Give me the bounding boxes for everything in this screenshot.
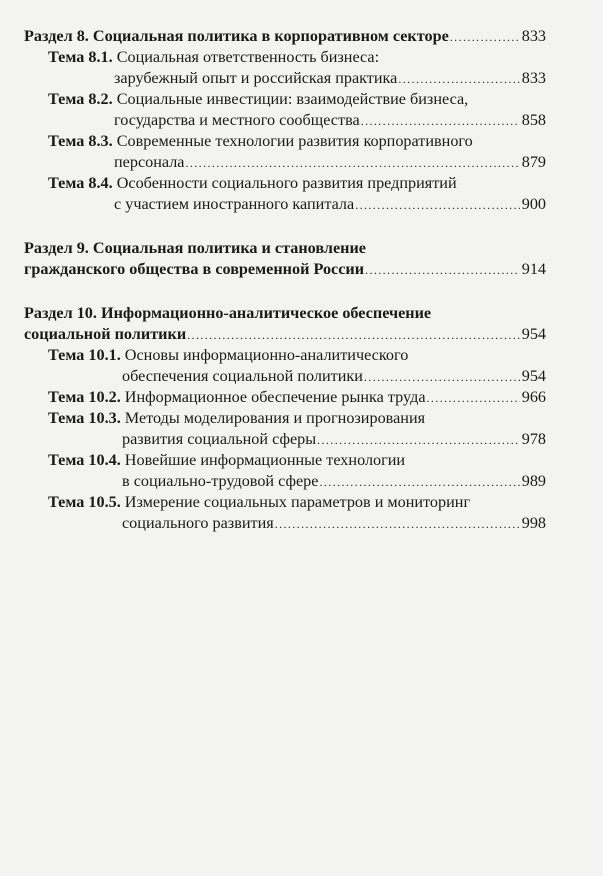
section-title-line-cont (24, 259, 546, 280)
topic-label: Тема 8.2. (48, 90, 113, 108)
page-number: 954 (521, 325, 546, 343)
topic-title: Методы моделирования и прогнозирования (124, 409, 426, 427)
page-number: 989 (521, 472, 546, 490)
toc-topic-8-2 (24, 89, 546, 110)
topic-title-cont: государства и местного сообщества (114, 111, 360, 129)
toc-topic-8-3-cont (24, 152, 546, 173)
topic-label: Тема 10.4. (48, 451, 121, 469)
leader-dots (187, 325, 520, 346)
toc-topic-10-5 (24, 492, 546, 513)
toc-topic-8-4-cont (24, 194, 546, 215)
page-number: 954 (521, 367, 546, 385)
section-title-line (24, 238, 546, 259)
section-title-line (24, 303, 546, 324)
leader-dots (361, 111, 520, 132)
topic-title-cont: зарубежный опыт и российская практика (114, 69, 398, 87)
topic-label: Тема 8.1. (48, 48, 113, 66)
toc-topic-10-4-cont (24, 471, 546, 492)
page-number: 858 (521, 111, 546, 129)
toc-topic-8-2-cont (24, 110, 546, 131)
leader-dots (319, 472, 519, 493)
topic-title: Основы информационно-аналитического (124, 346, 409, 364)
topic-title-cont: в социально-трудовой сфере (122, 472, 319, 490)
page-number: 998 (521, 514, 546, 532)
page-number: 978 (521, 430, 546, 448)
leader-dots (365, 260, 520, 281)
topic-label: Тема 8.3. (48, 132, 113, 150)
toc-topic-10-3-cont (24, 429, 546, 450)
page-number: 833 (521, 27, 546, 45)
topic-title: Информационное обеспечение рынка труда (124, 388, 426, 406)
topic-label: Тема 10.1. (48, 346, 121, 364)
section-title-line-cont (24, 324, 546, 345)
leader-dots (450, 27, 520, 48)
topic-title: Социальная ответственность бизнеса: (116, 48, 380, 66)
topic-title-cont: социального развития (122, 514, 274, 532)
section-title: Раздел 10. Информационно-аналитическое обеспечение (24, 304, 432, 322)
page-number: 914 (521, 260, 546, 278)
toc-section-8 (24, 26, 546, 215)
section-title: Раздел 9. Социальная политика и становление (24, 239, 366, 257)
toc-topic-10-3 (24, 408, 546, 429)
section-title-cont: гражданского общества в современной России (24, 260, 365, 278)
toc-topic-10-1 (24, 345, 546, 366)
toc-topic-8-4 (24, 173, 546, 194)
page-number: 833 (521, 69, 546, 87)
leader-dots (355, 195, 520, 216)
topic-label: Тема 10.5. (48, 493, 121, 511)
page-number: 900 (521, 195, 546, 213)
section-title-cont: социальной политики (24, 325, 187, 343)
table-of-contents (24, 26, 546, 557)
toc-section-9 (24, 238, 546, 280)
topic-title: Современные технологии развития корпоративного (116, 132, 473, 150)
topic-title: Новейшие информационные технологии (124, 451, 406, 469)
topic-label: Тема 8.4. (48, 174, 113, 192)
topic-label: Тема 10.3. (48, 409, 121, 427)
leader-dots (364, 367, 520, 388)
toc-topic-8-3 (24, 131, 546, 152)
section-title-line (24, 26, 546, 47)
toc-topic-8-1-cont (24, 68, 546, 89)
toc-topic-10-4 (24, 450, 546, 471)
toc-section-10 (24, 303, 546, 534)
topic-title: Измерение социальных параметров и мониторинг (124, 493, 471, 511)
topic-title-cont: обеспечения социальной политики (122, 367, 363, 385)
section-title: Раздел 8. Социальная политика в корпоративном секторе (24, 27, 449, 45)
leader-dots (275, 514, 520, 535)
leader-dots (185, 153, 519, 174)
leader-dots (398, 69, 519, 90)
topic-title-cont: персонала (114, 153, 185, 171)
topic-title-cont: развития социальной сферы (122, 430, 317, 448)
page-number: 879 (521, 153, 546, 171)
leader-dots (427, 388, 520, 409)
page-number: 966 (521, 388, 546, 406)
topic-title: Социальные инвестиции: взаимодействие бизнеса, (116, 90, 469, 108)
topic-title-cont: с участием иностранного капитала (114, 195, 355, 213)
toc-topic-10-5-cont (24, 513, 546, 534)
toc-topic-10-2 (24, 387, 546, 408)
topic-title: Особенности социального развития предприятий (116, 174, 457, 192)
toc-topic-8-1 (24, 47, 546, 68)
toc-topic-10-1-cont (24, 366, 546, 387)
leader-dots (317, 430, 520, 451)
topic-label: Тема 10.2. (48, 388, 121, 406)
